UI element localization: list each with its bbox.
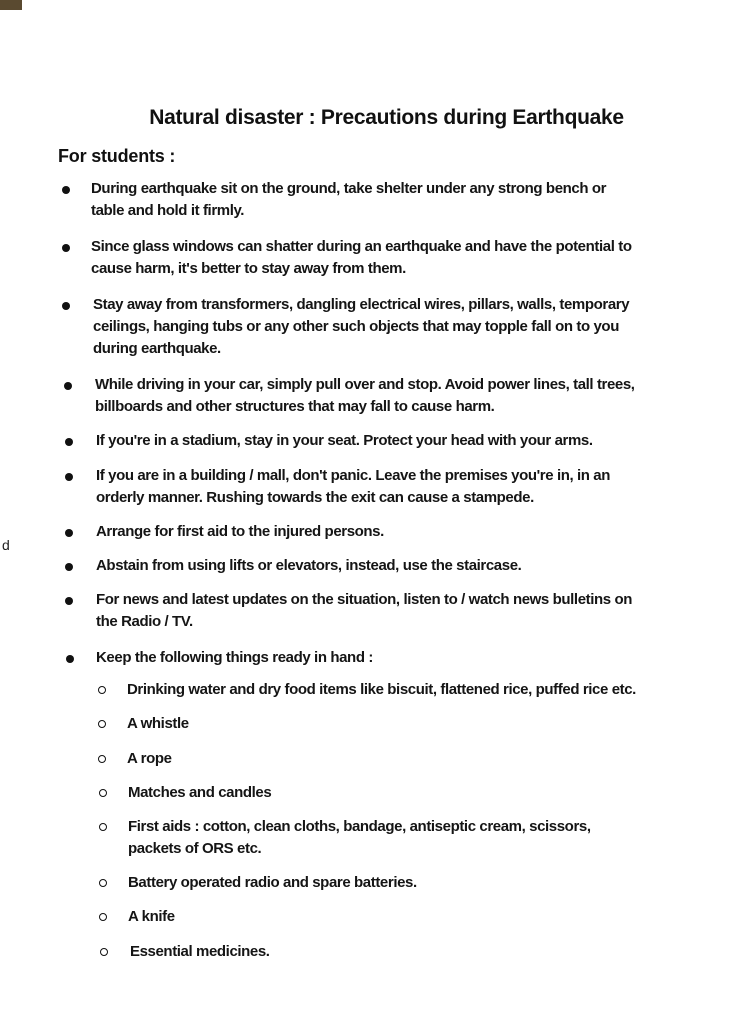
list-item: During earthquake sit on the ground, take shelter under any strong bench or table and hold it firmly. [91, 180, 607, 219]
sub-list-item: First aids : cotton, clean cloths, bandage, antiseptic cream, scissors, packets of ORS etc. [128, 818, 591, 857]
hollow-bullet-icon [98, 686, 106, 694]
section-heading: For students : [58, 146, 176, 166]
bullet-icon [65, 597, 73, 605]
sub-list-item: Essential medicines. [130, 943, 270, 960]
list-item: If you're in a stadium, stay in your seat. Protect your head with your arms. [96, 432, 593, 449]
bullet-icon [62, 186, 70, 194]
bullet-icon [65, 438, 73, 446]
sub-list-item: A knife [128, 908, 175, 925]
list-item: While driving in your car, simply pull over and stop. Avoid power lines, tall trees, billboards and other structures that may fall to cause harm. [95, 376, 635, 415]
list-item: Stay away from transformers, dangling electrical wires, pillars, walls, temporary ceilings, hanging tubs or any other such objects that may topple fall on to you during earthquake. [93, 296, 630, 357]
bullet-icon [62, 302, 70, 310]
hollow-bullet-icon [99, 823, 107, 831]
sub-list-item: A rope [127, 750, 172, 767]
bullet-icon [65, 563, 73, 571]
bullet-icon [62, 244, 70, 252]
bullet-icon [64, 382, 72, 390]
bullet-icon [65, 529, 73, 537]
hollow-bullet-icon [100, 948, 108, 956]
hollow-bullet-icon [99, 879, 107, 887]
scan-corner-mark [0, 0, 22, 10]
margin-mark: d [2, 537, 10, 553]
sub-list-item: Matches and candles [128, 784, 272, 801]
sub-list-item: Drinking water and dry food items like biscuit, flattened rice, puffed rice etc. [127, 681, 636, 698]
bullet-icon [65, 473, 73, 481]
bullet-icon [66, 655, 74, 663]
hollow-bullet-icon [98, 755, 106, 763]
hollow-bullet-icon [99, 789, 107, 797]
sub-list-item: A whistle [127, 715, 189, 732]
sub-list-item: Battery operated radio and spare batteries. [128, 874, 417, 891]
list-item: Abstain from using lifts or elevators, instead, use the staircase. [96, 557, 522, 574]
hollow-bullet-icon [99, 913, 107, 921]
list-item: Arrange for first aid to the injured persons. [96, 523, 384, 540]
list-item: For news and latest updates on the situation, listen to / watch news bulletins on the Radio / TV. [96, 591, 632, 630]
page-title: Natural disaster : Precautions during Earthquake [149, 106, 624, 129]
list-item: Since glass windows can shatter during an earthquake and have the potential to cause harm, it's better to stay away from them. [91, 238, 632, 277]
hollow-bullet-icon [98, 720, 106, 728]
list-item: Keep the following things ready in hand : [96, 649, 373, 666]
list-item: If you are in a building / mall, don't panic. Leave the premises you're in, in an orderly manner. Rushing towards the exit can cause a stampede. [96, 467, 611, 506]
